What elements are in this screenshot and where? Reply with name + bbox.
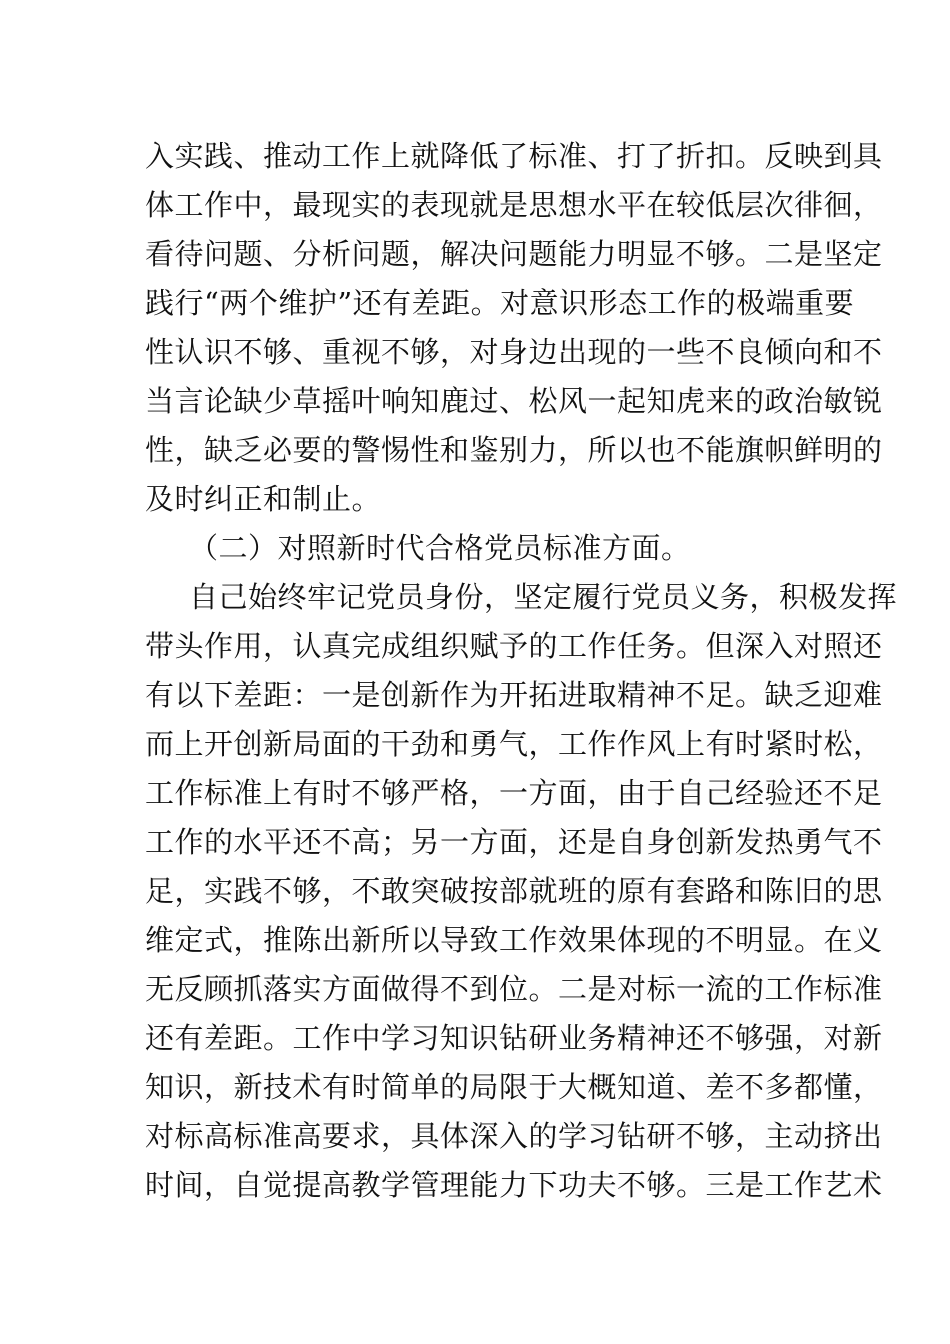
text-line: 有以下差距：一是创新作为开拓进取精神不足。缺乏迎难 [145,678,883,712]
text-line: 及时纠正和制止。 [145,482,382,516]
text-line: 而上开创新局面的干劲和勇气，工作作风上有时紧时松， [145,727,883,761]
text-line: 体工作中，最现实的表现就是思想水平在较低层次徘徊， [145,188,883,222]
text-line: 性，缺乏必要的警惕性和鉴别力，所以也不能旗帜鲜明的 [145,433,883,467]
text-line: 对标高标准高要求，具体深入的学习钻研不够，主动挤出 [145,1119,883,1153]
text-line: 还有差距。工作中学习知识钻研业务精神还不够强，对新 [145,1021,883,1055]
text-line: 性认识不够、重视不够，对身边出现的一些不良倾向和不 [145,335,883,369]
text-line: 足，实践不够，不敢突破按部就班的原有套路和陈旧的思 [145,874,883,908]
text-line: 当言论缺少草摇叶响知鹿过、松风一起知虎来的政治敏锐 [145,384,883,418]
text-line: 工作标准上有时不够严格，一方面，由于自己经验还不足 [145,776,883,810]
text-line: 践行“两个维护”还有差距。对意识形态工作的极端重要 [145,286,855,320]
text-line: 工作的水平还不高；另一方面，还是自身创新发热勇气不 [145,825,883,859]
text-line: 时间，自觉提高教学管理能力下功夫不够。三是工作艺术 [145,1168,883,1202]
text-line: 看待问题、分析问题，解决问题能力明显不够。二是坚定 [145,237,883,271]
paragraph-first-line: 自己始终牢记党员身份，坚定履行党员义务，积极发挥 [189,580,898,614]
section-heading: （二）对照新时代合格党员标准方面。 [189,531,691,565]
text-line: 维定式，推陈出新所以导致工作效果体现的不明显。在义 [145,923,883,957]
text-line: 入实践、推动工作上就降低了标准、打了折扣。反映到具 [145,139,883,173]
text-line: 带头作用，认真完成组织赋予的工作任务。但深入对照还 [145,629,883,663]
text-line: 知识，新技术有时简单的局限于大概知道、差不多都懂， [145,1070,883,1104]
body-text [145,132,898,1210]
text-line: 无反顾抓落实方面做得不到位。二是对标一流的工作标准 [145,972,883,1006]
